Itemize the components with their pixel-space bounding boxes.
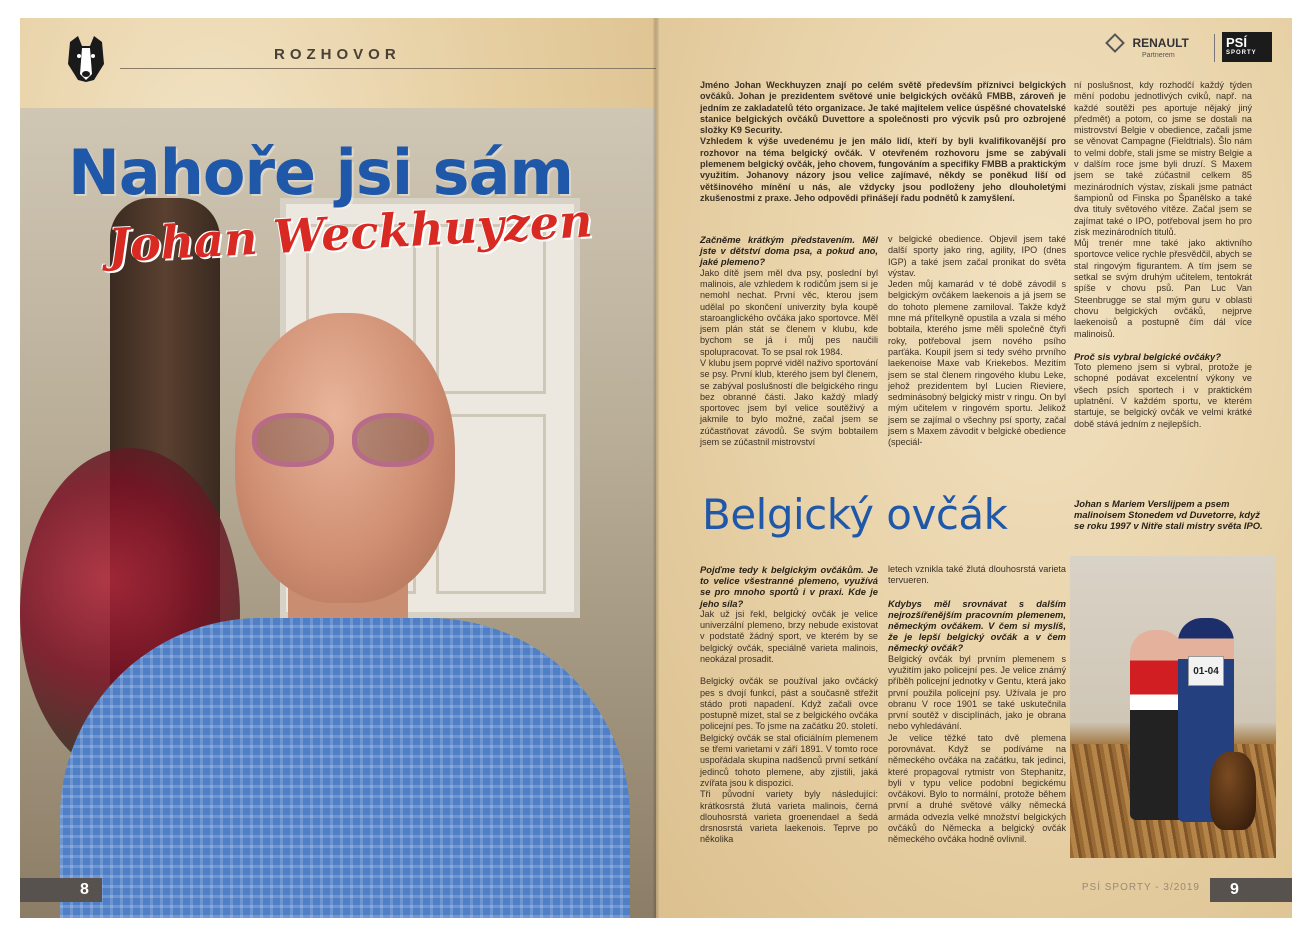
text-column-2	[888, 234, 1066, 449]
answer-paragraph: Jeden můj kamarád v té době závodil s belgickým ovčákem laekenois a já jsem se do tohoto plemene zamiloval. Takže když mne má přítelkyně opustila a vzala si mého bobtaila, kterého jsme měli společně čtyři roky, potřeboval jsem nového psího parťáka. Koupil jsem si tedy svého prvního laekenoise Maxe vab Kriekebos. Mezitím jsem se stal členem ringového klubu Leke, jehož prezidentem byl Lucien Rieviere, sedminásobný belgický mistr v ringu. On byl mým učitelem v ringovém sportu. Jelikož jsem se zajímal o všechny psí sporty, začal jsem s Maxem závodit v belgické obedience (speciál-	[888, 279, 1066, 448]
answer-paragraph: Je velice těžké tato dvě plemena porovnávat. Když se podíváme na německého ovčáka na začátku, tak jedinci, které propagoval rytmistr von Stephanitz, byli v typu velice podobní begickému ovčákovi. Bylo to normální, protože během první a druhé světové války německá armáda odvezla velké množství belgických ovčáků do Německa a belgický ovčák německého ovčáka hodně ovlivnil.	[888, 732, 1066, 845]
answer-paragraph: Jako dítě jsem měl dva psy, poslední byl malinois, ale vzhledem k rodičům jsem si je nemohl nechat. První věc, kterou jsem udělal po skončení univerzity byla koupě staroanglického ovčáka jako sportovce. Měl jsem plán stát se členem v klubu, kde bychom se já i můj pes naučili spolupracovat. To se psal rok 1984.	[700, 267, 878, 357]
text-column-3	[1074, 80, 1252, 430]
logo-divider	[1214, 34, 1215, 62]
page-number-right: 9	[1210, 878, 1292, 902]
section-title: Belgický ovčák	[702, 490, 1008, 539]
photo-caption: Johan s Mariem Verslijpem a psem malinoisem Stonedem vd Duvetorre, když se roku 1997 v Nitře stali mistry světa IPO.	[1074, 498, 1263, 531]
sponsor-label: Partnerem	[1142, 52, 1175, 59]
right-page	[656, 18, 1292, 918]
answer-paragraph: Tři původní variety byly následující: krátkosrstá žlutá varieta malinois, černá dlouhosrstá varieta groenendael a šedá drsnosrstá varieta laekenois. Teprve po několika	[700, 789, 878, 845]
dog-head-icon	[64, 34, 108, 84]
interviewee-name: Johan Weckhuyzen	[106, 193, 594, 273]
text-column-1	[700, 234, 878, 448]
question: Začněme krátkým představením. Měl jste v dětství doma psa, a pokud ano, jaké plemeno?	[700, 234, 878, 268]
magazine-logo: PSÍ SPORTY	[1222, 32, 1272, 62]
answer-paragraph: Toto plemeno jsem si vybral, protože je schopné podávat excelentní výkony ve všech psích sportech i v praktickém uplatnění. V každém sportu, ve kterém startuje, se belgický ovčák ve velmi krátké době stává jedním z nejlepších.	[1074, 362, 1252, 429]
intro-text	[700, 80, 1066, 204]
intro-paragraph: Vzhledem k výše uvedenému je jen málo lidí, kteří by byli kvalifikovanější pro rozhovor na téma belgický ovčák. V otevřeném rozhovoru jsme se zabývali plemenem belgický ovčák, jeho chovem, fungováním a specifiky FMBB a praktickým využitím. Johanovy názory jsou velice zajímavé, někdy se poněkud liší od většinového mínění u nás, ale vždycky jsou podloženy jeho dlouholetými zkušenostmi z praxe. Jeho odpovědi přinášejí řadu podnětů k zamyšlení.	[700, 136, 1066, 203]
question: Kdybys měl srovnávat s dalším nejrozšířenějším pracovním plemenem, německým ovčákem. V čem si myslíš, že je lepší belgický ovčák a v čem německý ovčák?	[888, 597, 1066, 654]
text-column-4	[700, 564, 878, 846]
page-number-left: 8	[20, 878, 102, 902]
renault-diamond-icon	[1105, 33, 1125, 53]
competition-bib: 01-04	[1188, 656, 1224, 686]
answer-paragraph: letech vznikla také žlutá dlouhosrstá varieta tervueren.	[888, 564, 1066, 586]
question: Pojďme tedy k belgickým ovčákům. Je to velice všestranné plemeno, využívá se pro mnoho sportů i v praxi. Kde je jeho síla?	[700, 564, 878, 609]
text-column-5	[888, 564, 1066, 846]
sponsor-logo: RENAULT Partnerem	[1108, 34, 1189, 52]
answer-paragraph: Belgický ovčák se používal jako ovčácký pes s dvojí funkcí, pást a současně střežit stádo proti napadení. Když začali ovce postupně mizet, stal se z belgického ovčáka policejní pes. To jsme na začátku 20. století. Belgický ovčák se stal oficiálním plemenem se třemi varietami v září 1891. V tomto roce uspořádala skupina nadšenců první setkání jedinců tohoto plemene, aby zjistili, jaká zvířata jsou k dispozici.	[700, 676, 878, 788]
championship-photo	[1070, 556, 1276, 858]
answer-paragraph: Belgický ovčák byl prvním plemenem s využitím jako policejní pes. Je velice známý příběh policejní jednotky v Gentu, která jako první použila policejní psy. Užívala je pro obranu V roce 1901 se také uskutečnila první soutěž v disciplínách, jako je obrana nebo vyhledávání.	[888, 653, 1066, 732]
answer-paragraph: ní poslušnost, kdy rozhodčí každý týden mění podobu jednotlivých cviků, např. na každé soutěži pes aportuje nějaký jiný předmět) a potom, co jsme se dostali na mistrovství Belgie v obedience, začali jsme se věnovat Campagne (Fieldtrials). Šlo nám to velmi dobře, stali jsme se mistry Belgie a v dalším roce jsme byli druzí. S Maxem jsem se také zúčastnil celkem 85 mezinárodních výstav, získali jsme patnáct šampionů od Finska po Španělsko a také dva tituly světového vítěze. Začal jsem se zajímat také o IPO, potřeboval jsem ho pro zisk mezinárodních titulů.	[1074, 80, 1252, 237]
magazine-spread	[20, 18, 1292, 918]
intro-paragraph: Jméno Johan Weckhuyzen znají po celém světě především příznivci belgických ovčáků. Johan je prezidentem světové unie belgických ovčáků FMBB, zároveň je jedním ze zakladatelů této organizace. Je také majitelem velice úspěšné chovatelské stanice belgických ovčáků Duvettore a společnosti pro výcvik psů pro ozbrojené složky K9 Security.	[700, 80, 1066, 136]
answer-paragraph: Můj trenér mne také jako aktivního sportovce velice rychle přesvědčil, abych se stal ringovým figurantem. A tím jsem se setkal se svým druhým učitelem, tentokrát spíše v chovu psů. Pan Luc Van Steenbrugge se stal mým guru v oblasti chovu belgických ovčáků, nejprve laekenoisů a postupně čím dál více malinoisů.	[1074, 238, 1252, 339]
page-gutter	[653, 18, 659, 918]
section-rubric: ROZHOVOR	[274, 46, 401, 63]
rubric-divider	[120, 68, 656, 69]
question: Proč sis vybral belgické ovčáky?	[1074, 350, 1221, 362]
answer-paragraph: Jak už jsi řekl, belgický ovčák je velice univerzální plemeno, brzy nebude existovat v podstatě žádný sport, ve kterém by se belgický ovčák, speciálně varieta malinois, neokázal prosadit.	[700, 608, 878, 664]
article-headline: Nahoře jsi sám	[68, 136, 574, 209]
magazine-footer: PSÍ SPORTY - 3/2019	[1081, 882, 1200, 893]
answer-paragraph: V klubu jsem poprvé viděl naživo sportování se psy. První klub, kterého jsem byl členem, se zabýval poslušností dle belgického ringu bez obranné části. Jako každý mladý sportovec jsem byl velice soutěživý a jakmile to bylo možné, začal jsem se zúčastňovat závodů. Se svým bobtailem jsem se zúčastnil mistrovství	[700, 357, 878, 448]
answer-paragraph: v belgické obedience. Objevil jsem také další sporty jako ring, agility, IPO (dnes IGP) a také jsem začal pronikat do světa výstav.	[888, 234, 1066, 278]
left-page	[20, 18, 656, 918]
